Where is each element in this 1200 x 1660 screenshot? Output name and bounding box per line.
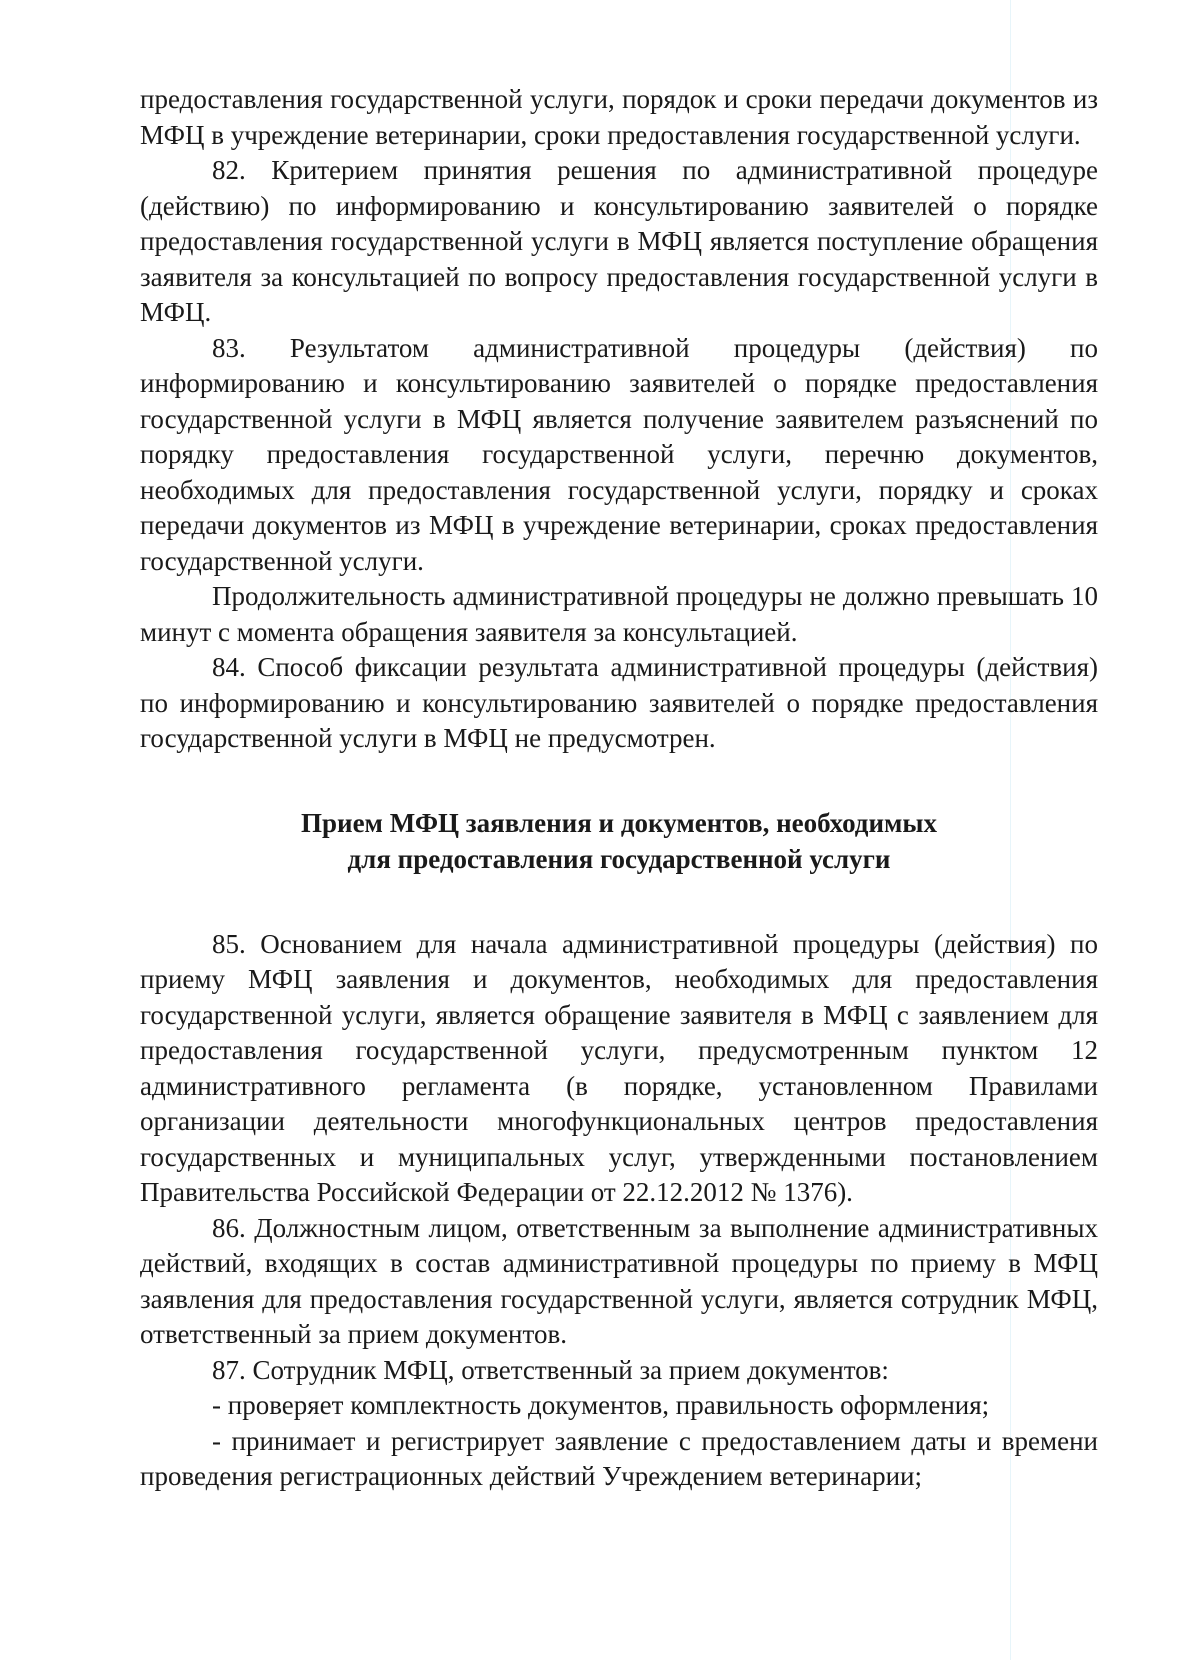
paragraph-82: 82. Критерием принятия решения по административной процедуре (действию) по информированию и консультированию заявителей о порядке предоставления государственной услуги в МФЦ является поступление обращения заявителя за консультацией по вопросу предоставления государственной услуги в МФЦ. (140, 155, 1098, 327)
paragraph-87-item-2: - принимает и регистрирует заявление с предоставлением даты и времени проведения регистрационных действий Учреждением ветеринарии; (140, 1425, 1098, 1491)
section-heading-line-2: для предоставления государственной услуги (347, 843, 891, 874)
paragraph-83: 83. Результатом административной процедуры (действия) по информированию и консультированию заявителей о порядке предоставления государственной услуги в МФЦ является получение заявителем разъяснений по порядку предоставления государственной услуги, перечню документов, необходимых для предоставления государственной услуги, порядку и сроках передачи документов из МФЦ в учреждение ветеринарии, сроках предоставления государственной услуги. (140, 332, 1098, 576)
paragraph-87: 87. Сотрудник МФЦ, ответственный за прием документов: (212, 1354, 889, 1385)
section-heading (140, 805, 1098, 877)
paragraph-86: 86. Должностным лицом, ответственным за выполнение административных действий, входящих в состав административной процедуры по приему в МФЦ заявления для предоставления государственной услуги, является сотрудник МФЦ, ответственный за прием документов. (140, 1212, 1098, 1349)
paragraph-continuation: предоставления государственной услуги, порядок и сроки передачи документов из МФЦ в учреждение ветеринарии, сроки предоставления государственной услуги. (140, 84, 1098, 150)
paragraph-85: 85. Основанием для начала административной процедуры (действия) по приему МФЦ заявления и документов, необходимых для предоставления государственной услуги, является обращение заявителя в МФЦ с заявлением для предоставления государственной услуги, предусмотренным пунктом 12 административного регламента (в порядке, установленном Правилами организации деятельности многофункциональных центров предоставления государственных и муниципальных услуг, утвержденными постановлением Правительства Российской Федерации от 22.12.2012 № 1376). (140, 928, 1098, 1207)
paragraph-87-item-1: - проверяет комплектность документов, правильность оформления; (212, 1390, 990, 1420)
paragraph-84: 84. Способ фиксации результата административной процедуры (действия) по информированию и консультированию заявителей о порядке предоставления государственной услуги в МФЦ не предусмотрен. (140, 652, 1098, 753)
paragraph-83-duration: Продолжительность административной процедуры не должно превышать 10 минут с момента обращения заявителя за консультацией. (140, 581, 1098, 647)
document-body (140, 82, 1098, 1495)
section-heading-line-1: Прием МФЦ заявления и документов, необходимых (301, 807, 937, 838)
